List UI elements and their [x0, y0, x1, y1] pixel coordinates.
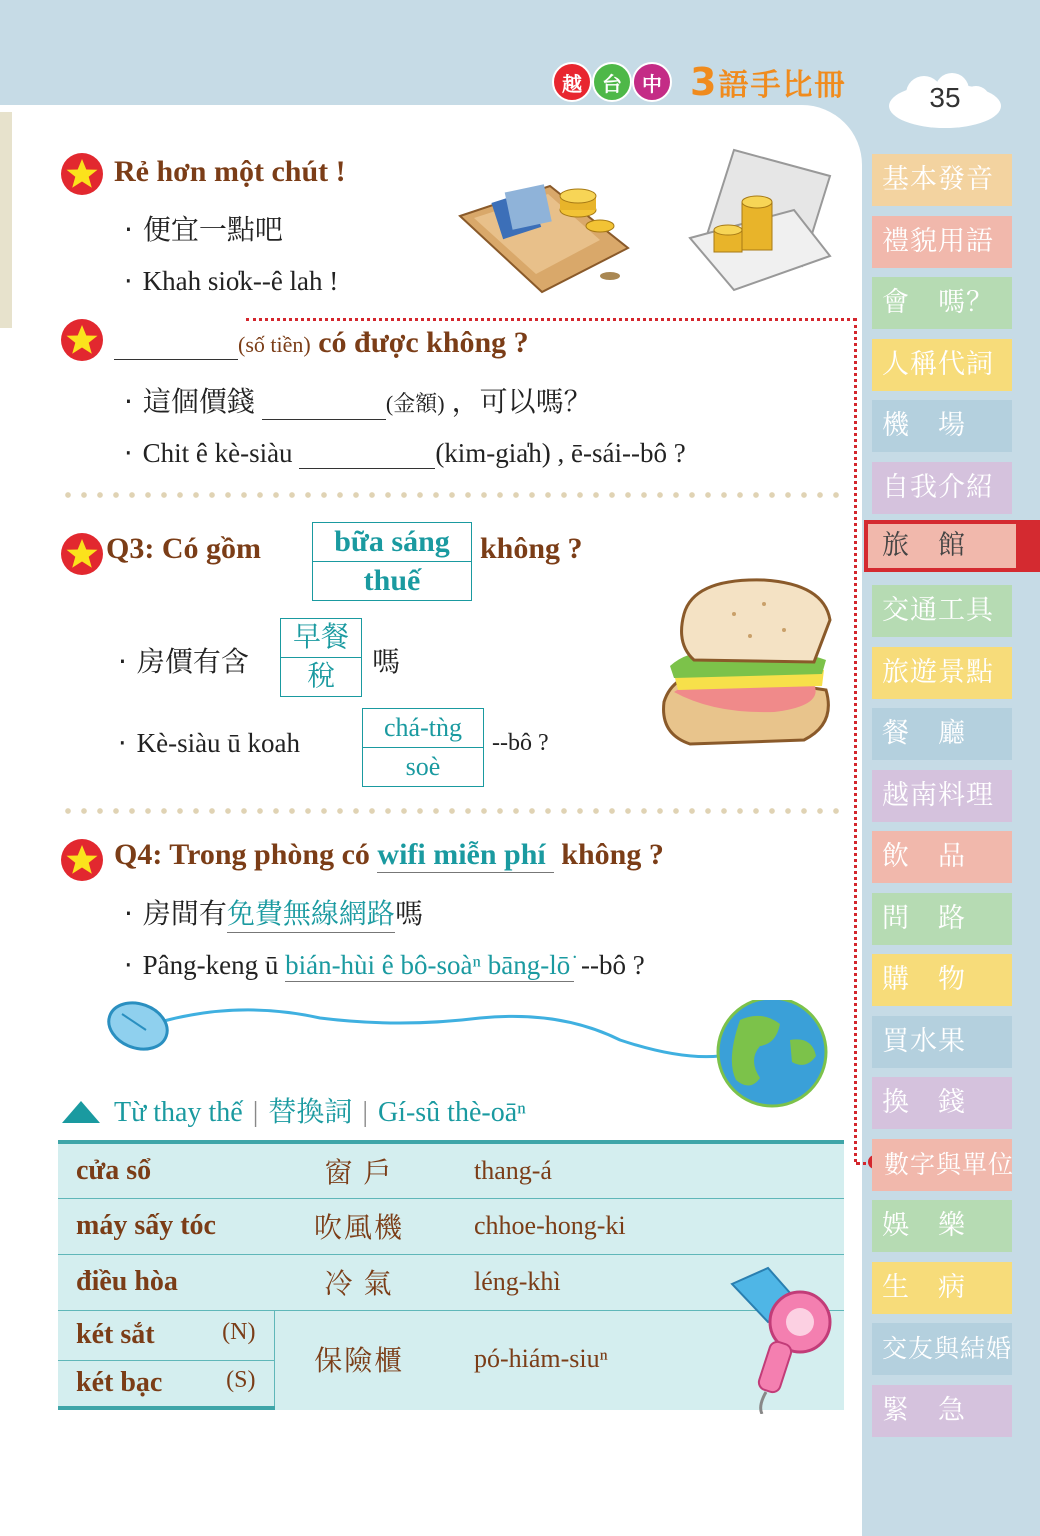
section1-taiwanese: · Khah sio̍k--ê lah ! [124, 266, 339, 297]
section1-title: Rẻ hơn một chút ! [114, 155, 346, 188]
choice-option: 早餐 [281, 619, 361, 658]
taiwanese-cell: chhoe-hong-ki [444, 1198, 844, 1254]
triangle-icon [62, 1101, 100, 1123]
tab-restaurant[interactable]: 餐 廳 [872, 708, 1012, 760]
vietnamese-cell: cửa sổ [58, 1142, 274, 1198]
tab-vietnamese-cuisine[interactable]: 越南料理 [872, 770, 1012, 822]
tab-sightseeing[interactable]: 旅遊景點 [872, 647, 1012, 699]
vietnamese-cell: điều hòa [58, 1254, 274, 1310]
book-logo [552, 60, 846, 104]
coin-box-image [684, 146, 834, 294]
tab-pronouns[interactable]: 人稱代詞 [872, 339, 1012, 391]
section3-zh-choice-box [280, 618, 362, 697]
tab-self-introduction[interactable]: 自我介紹 [872, 462, 1012, 514]
tab-transportation[interactable]: 交通工具 [872, 585, 1012, 637]
chinese-cell: 窗 戶 [274, 1142, 444, 1198]
dotted-divider [60, 808, 840, 814]
dotted-divider [60, 492, 840, 498]
tab-hotel[interactable]: 旅 館 [864, 520, 1040, 572]
logo-chinese-circle: 中 [632, 62, 672, 102]
section2-title: (số tiền) có được không ? [114, 326, 529, 360]
chinese-cell: 保險櫃 [274, 1310, 444, 1408]
table-row [58, 1310, 844, 1360]
replacement-table [58, 1140, 844, 1410]
tab-emergency[interactable]: 緊 急 [872, 1385, 1012, 1437]
tab-entertainment[interactable]: 娛 樂 [872, 1200, 1012, 1252]
logo-vietnam-circle: 越 [552, 62, 592, 102]
tab-polite-phrases[interactable]: 禮貌用語 [872, 216, 1012, 268]
choice-option: 稅 [306, 661, 335, 692]
table-row [58, 1198, 844, 1254]
sandwich-image [654, 574, 836, 750]
section4-question: Q4: Trong phòng có wifi miễn phí không ? [114, 838, 664, 871]
section3-tail: không ? [480, 532, 583, 565]
tab-can-you[interactable]: 會 嗎？ [872, 277, 1012, 329]
section3-taiwanese: · Kè-siàu ū koah [118, 728, 301, 759]
dotted-connector [246, 318, 856, 321]
tab-friends-marriage[interactable]: 交友與結婚 [872, 1323, 1012, 1375]
section3-chinese: · 房價有含 [118, 645, 249, 678]
vietnamese-cell: két bạc (S) [58, 1360, 274, 1408]
page-edge [0, 112, 12, 328]
section4-chinese: · 房間有免費無線網路嗎 [124, 892, 423, 933]
section3-choice-box [312, 522, 472, 601]
tab-basic-pronunciation[interactable]: 基本發音 [872, 154, 1012, 206]
taiwanese-cell: pó-hiám-siuⁿ [444, 1310, 844, 1408]
wallet-coins-image [450, 176, 632, 298]
section3-chinese-tail: 嗎 [372, 647, 401, 678]
tab-sickness[interactable]: 生 病 [872, 1262, 1012, 1314]
choice-option: bữa sáng [313, 523, 471, 562]
section3-tw-choice-box [362, 708, 484, 787]
choice-option: soè [405, 752, 441, 781]
book-title: 3語手比冊 [690, 60, 847, 104]
section1-chinese: · 便宜一點吧 [124, 213, 283, 246]
dotted-connector-vertical [854, 318, 857, 1162]
star-bullet-icon [60, 838, 104, 882]
chinese-cell: 冷 氣 [274, 1254, 444, 1310]
tab-shopping[interactable]: 購 物 [872, 954, 1012, 1006]
page-number: 35 [929, 82, 961, 113]
table-row [58, 1142, 844, 1198]
top-band [0, 0, 1040, 105]
logo-taiwan-circle: 台 [592, 62, 632, 102]
vietnamese-cell: máy sấy tóc [58, 1198, 274, 1254]
tab-airport[interactable]: 機 場 [872, 400, 1012, 452]
section2-taiwanese: · Chit ê kè-siàu (kim-gia̍h) , ē-sái--bô ? [124, 438, 686, 469]
tab-buying-fruit[interactable]: 買水果 [872, 1016, 1012, 1068]
choice-option: chá-tǹg [363, 709, 483, 748]
tab-currency-exchange[interactable]: 換 錢 [872, 1077, 1012, 1129]
replacement-heading: Từ thay thế | 替換詞 | Gí-sû thè-oāⁿ [62, 1090, 526, 1130]
tab-numbers-units[interactable]: 數字與單位 [872, 1139, 1012, 1191]
star-bullet-icon [60, 152, 104, 196]
section3-question: Q3: Có gồm [106, 532, 261, 565]
section4-taiwanese: · Pâng-keng ū bián-hùi ê bô-soàⁿ bāng-lō͘ --bô ? [124, 950, 645, 981]
tab-directions[interactable]: 問 路 [872, 893, 1012, 945]
taiwanese-cell: léng-khì [444, 1254, 844, 1310]
table-row [58, 1254, 844, 1310]
choice-option: thuế [363, 564, 421, 597]
taiwanese-cell: thang-á [444, 1142, 844, 1198]
tab-drinks[interactable]: 飲 品 [872, 831, 1012, 883]
section3-taiwanese-tail: --bô ? [492, 730, 549, 756]
chinese-cell: 吹風機 [274, 1198, 444, 1254]
vietnamese-cell: két sắt (N) [58, 1310, 274, 1360]
star-bullet-icon [60, 318, 104, 362]
section2-chinese: · 這個價錢 (金額) ，可以嗎？ [124, 385, 592, 418]
hair-dryer-image [728, 1262, 834, 1414]
star-bullet-icon [60, 532, 104, 576]
